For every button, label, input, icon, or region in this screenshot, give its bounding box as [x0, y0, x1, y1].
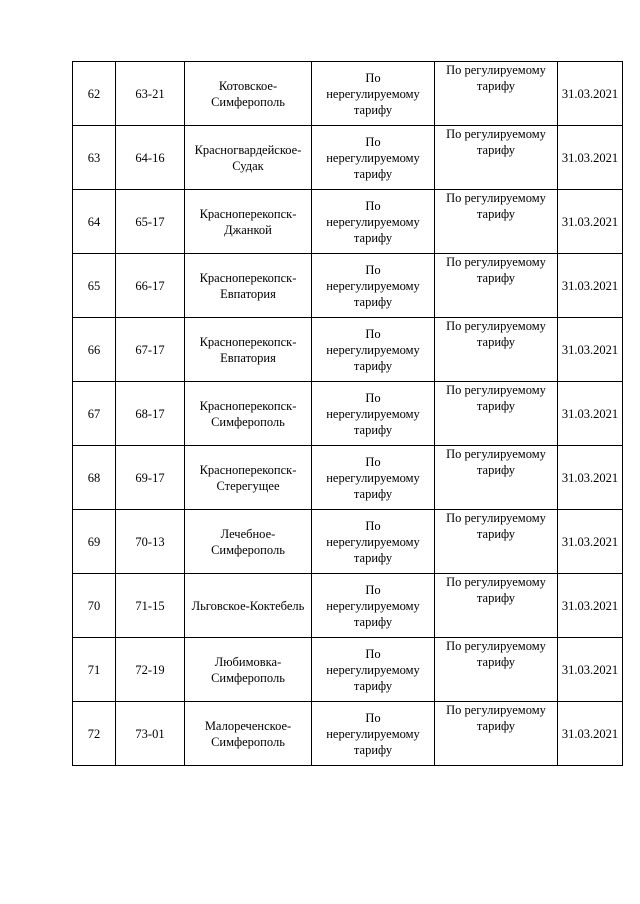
date-cell-text: 31.03.2021: [561, 726, 619, 741]
tariff-proposed-cell: [435, 510, 558, 574]
tariff-proposed-cell-text: По регулируемому тарифу: [446, 63, 546, 93]
route-name-cell: [185, 510, 312, 574]
row-number-cell-text: 70: [87, 598, 101, 613]
row-number-cell: [73, 638, 116, 702]
tariff-proposed-cell-text: По регулируемому тарифу: [446, 511, 546, 541]
date-cell-text: 31.03.2021: [561, 598, 619, 613]
tariff-proposed-cell: [435, 638, 558, 702]
table-row: [73, 510, 623, 574]
date-cell: [558, 382, 623, 446]
tariff-proposed-cell: [435, 382, 558, 446]
row-number-cell: [73, 190, 116, 254]
tariff-type-cell-text: По нерегулируемому тарифу: [326, 134, 420, 181]
tariff-proposed-cell-text: По регулируемому тарифу: [446, 703, 546, 733]
route-code-cell-text: 66-17: [135, 278, 165, 293]
tariff-type-cell-text: По нерегулируемому тарифу: [326, 454, 420, 501]
route-name-cell-text: Льговское-Коктебель: [191, 598, 305, 613]
tariff-type-cell: [312, 638, 435, 702]
route-code-cell-text: 73-01: [135, 726, 165, 741]
tariff-proposed-cell-text: По регулируемому тарифу: [446, 383, 546, 413]
route-code-cell: [116, 318, 185, 382]
date-cell-text: 31.03.2021: [561, 150, 619, 165]
table-row: [73, 702, 623, 766]
route-code-cell: [116, 254, 185, 318]
row-number-cell: [73, 446, 116, 510]
route-name-cell-text: Малореченское- Симферополь: [204, 718, 292, 749]
routes-table: [72, 61, 623, 766]
table-row: [73, 638, 623, 702]
tariff-type-cell-text: По нерегулируемому тарифу: [326, 198, 420, 245]
date-cell-text: 31.03.2021: [561, 470, 619, 485]
date-cell-text: 31.03.2021: [561, 342, 619, 357]
date-cell: [558, 638, 623, 702]
table-row: [73, 446, 623, 510]
route-name-cell: [185, 62, 312, 126]
tariff-type-cell: [312, 382, 435, 446]
date-cell-text: 31.03.2021: [561, 214, 619, 229]
tariff-proposed-cell: [435, 126, 558, 190]
route-code-cell-text: 71-15: [135, 598, 165, 613]
date-cell: [558, 574, 623, 638]
tariff-proposed-cell: [435, 574, 558, 638]
tariff-type-cell-text: По нерегулируемому тарифу: [326, 518, 420, 565]
table-row: [73, 190, 623, 254]
tariff-type-cell: [312, 510, 435, 574]
tariff-proposed-cell-text: По регулируемому тарифу: [446, 639, 546, 669]
route-code-cell: [116, 702, 185, 766]
date-cell-text: 31.03.2021: [561, 662, 619, 677]
row-number-cell: [73, 318, 116, 382]
tariff-type-cell: [312, 190, 435, 254]
row-number-cell-text: 72: [87, 726, 101, 741]
row-number-cell-text: 66: [87, 342, 101, 357]
route-code-cell: [116, 190, 185, 254]
tariff-type-cell-text: По нерегулируемому тарифу: [326, 326, 420, 373]
route-name-cell-text: Красноперекопск- Джанкой: [199, 206, 297, 237]
tariff-type-cell-text: По нерегулируемому тарифу: [326, 710, 420, 757]
route-code-cell-text: 69-17: [135, 470, 165, 485]
row-number-cell-text: 65: [87, 278, 101, 293]
date-cell: [558, 702, 623, 766]
date-cell-text: 31.03.2021: [561, 534, 619, 549]
route-name-cell: [185, 446, 312, 510]
route-name-cell-text: Красноперекопск- Евпатория: [199, 270, 297, 301]
route-name-cell-text: Красноперекопск- Симферополь: [199, 398, 297, 429]
date-cell-text: 31.03.2021: [561, 406, 619, 421]
route-code-cell: [116, 638, 185, 702]
route-name-cell-text: Красногвардейское- Судак: [194, 142, 302, 173]
date-cell: [558, 190, 623, 254]
route-code-cell: [116, 62, 185, 126]
date-cell: [558, 254, 623, 318]
route-name-cell-text: Лечебное- Симферополь: [211, 526, 285, 557]
row-number-cell-text: 68: [87, 470, 101, 485]
row-number-cell: [73, 126, 116, 190]
route-code-cell-text: 67-17: [135, 342, 165, 357]
tariff-proposed-cell-text: По регулируемому тарифу: [446, 319, 546, 349]
row-number-cell: [73, 254, 116, 318]
route-name-cell-text: Красноперекопск- Евпатория: [199, 334, 297, 365]
tariff-type-cell: [312, 254, 435, 318]
tariff-type-cell-text: По нерегулируемому тарифу: [326, 646, 420, 693]
date-cell: [558, 446, 623, 510]
table-row: [73, 318, 623, 382]
row-number-cell-text: 69: [87, 534, 101, 549]
tariff-proposed-cell: [435, 62, 558, 126]
route-code-cell: [116, 510, 185, 574]
route-name-cell: [185, 126, 312, 190]
table-row: [73, 62, 623, 126]
tariff-type-cell: [312, 126, 435, 190]
route-code-cell-text: 65-17: [135, 214, 165, 229]
date-cell: [558, 318, 623, 382]
route-name-cell-text: Красноперекопск- Стерегущее: [199, 462, 297, 493]
tariff-proposed-cell-text: По регулируемому тарифу: [446, 447, 546, 477]
route-name-cell: [185, 190, 312, 254]
date-cell-text: 31.03.2021: [561, 278, 619, 293]
table-row: [73, 254, 623, 318]
routes-table-body: [73, 62, 623, 766]
route-name-cell: [185, 318, 312, 382]
route-code-cell: [116, 382, 185, 446]
tariff-type-cell-text: По нерегулируемому тарифу: [326, 262, 420, 309]
row-number-cell-text: 63: [87, 150, 101, 165]
route-name-cell: [185, 382, 312, 446]
route-code-cell-text: 68-17: [135, 406, 165, 421]
route-code-cell-text: 64-16: [135, 150, 165, 165]
tariff-type-cell: [312, 702, 435, 766]
tariff-type-cell: [312, 446, 435, 510]
route-name-cell-text: Любимовка- Симферополь: [211, 654, 285, 685]
tariff-proposed-cell-text: По регулируемому тарифу: [446, 255, 546, 285]
tariff-proposed-cell: [435, 318, 558, 382]
date-cell: [558, 510, 623, 574]
route-name-cell: [185, 574, 312, 638]
tariff-proposed-cell-text: По регулируемому тарифу: [446, 127, 546, 157]
tariff-proposed-cell-text: По регулируемому тарифу: [446, 191, 546, 221]
route-name-cell: [185, 254, 312, 318]
table-row: [73, 126, 623, 190]
date-cell: [558, 126, 623, 190]
route-name-cell-text: Котовское- Симферополь: [211, 78, 285, 109]
row-number-cell: [73, 510, 116, 574]
row-number-cell-text: 67: [87, 406, 101, 421]
row-number-cell: [73, 574, 116, 638]
row-number-cell-text: 71: [87, 662, 101, 677]
row-number-cell-text: 64: [87, 214, 101, 229]
route-code-cell-text: 70-13: [135, 534, 165, 549]
route-code-cell-text: 72-19: [135, 662, 165, 677]
row-number-cell-text: 62: [87, 86, 101, 101]
row-number-cell: [73, 702, 116, 766]
tariff-proposed-cell: [435, 446, 558, 510]
tariff-proposed-cell-text: По регулируемому тарифу: [446, 575, 546, 605]
row-number-cell: [73, 382, 116, 446]
route-name-cell: [185, 702, 312, 766]
route-code-cell: [116, 574, 185, 638]
tariff-type-cell-text: По нерегулируемому тарифу: [326, 390, 420, 437]
table-row: [73, 382, 623, 446]
table-row: [73, 574, 623, 638]
tariff-proposed-cell: [435, 702, 558, 766]
tariff-proposed-cell: [435, 254, 558, 318]
route-code-cell: [116, 446, 185, 510]
tariff-type-cell: [312, 574, 435, 638]
route-code-cell-text: 63-21: [135, 86, 165, 101]
tariff-proposed-cell: [435, 190, 558, 254]
row-number-cell: [73, 62, 116, 126]
date-cell-text: 31.03.2021: [561, 86, 619, 101]
date-cell: [558, 62, 623, 126]
route-name-cell: [185, 638, 312, 702]
tariff-type-cell: [312, 318, 435, 382]
tariff-type-cell-text: По нерегулируемому тарифу: [326, 70, 420, 117]
route-code-cell: [116, 126, 185, 190]
tariff-type-cell-text: По нерегулируемому тарифу: [326, 582, 420, 629]
tariff-type-cell: [312, 62, 435, 126]
